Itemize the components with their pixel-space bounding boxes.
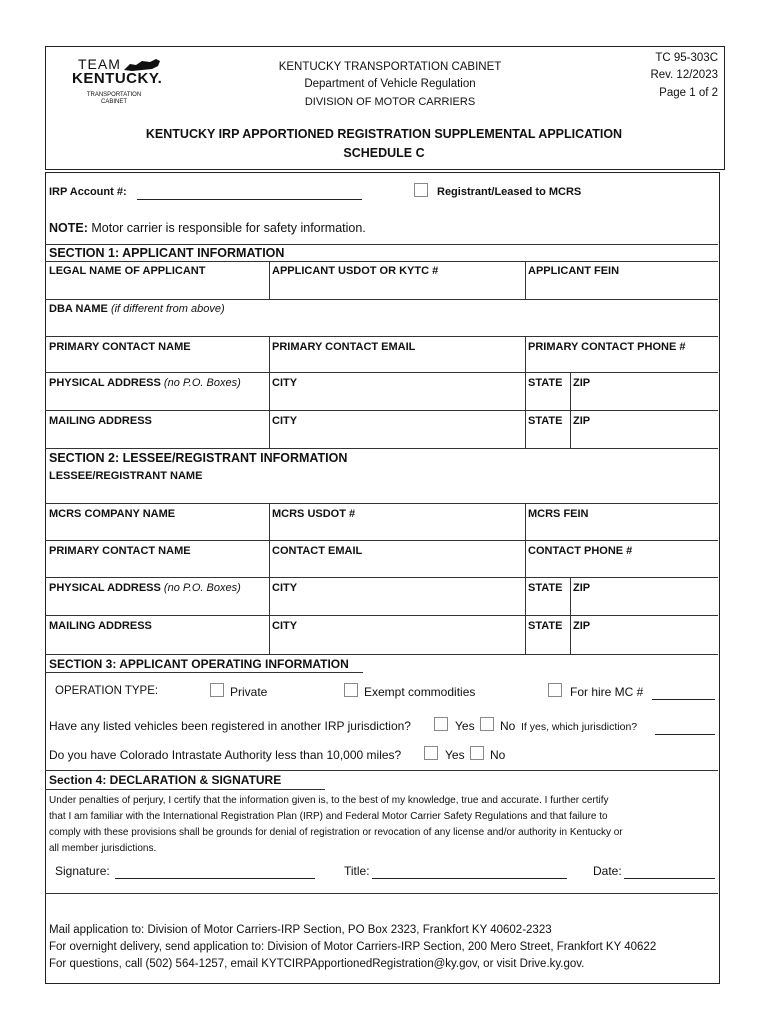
logo-kentucky-text: KENTUCKY.	[72, 70, 163, 87]
q2-yes-checkbox[interactable]	[424, 746, 438, 760]
lessee-name-label: LESSEE/REGISTRANT NAME	[49, 470, 203, 482]
page-number: Page 1 of 2	[659, 87, 718, 99]
mailing-address-label: MAILING ADDRESS	[49, 415, 152, 427]
s2-mailing-zip-label: ZIP	[573, 620, 591, 632]
safety-note	[49, 221, 366, 235]
mcrs-company-label: MCRS COMPANY NAME	[49, 508, 176, 520]
physical-address-label	[49, 377, 241, 389]
s2-physical-state-label: STATE	[528, 582, 563, 594]
s2-mailing-city-label: CITY	[272, 620, 298, 632]
q2-yes-label: Yes	[445, 748, 465, 762]
form-subtitle: SCHEDULE C	[343, 146, 425, 160]
mailing-city-label: CITY	[272, 415, 298, 427]
note-text: Motor carrier is responsible for safety information.	[87, 221, 366, 235]
s2-contact-email-label: CONTACT EMAIL	[272, 545, 363, 557]
note-label: NOTE:	[49, 221, 88, 235]
s2-contact-name-label: PRIMARY CONTACT NAME	[49, 545, 191, 557]
form-revision: Rev. 12/2023	[650, 69, 718, 81]
mcrs-fein-label: MCRS FEIN	[528, 508, 589, 520]
s2-physical-address-label	[49, 582, 241, 594]
s2-physical-city-label: CITY	[272, 582, 298, 594]
exempt-commodities-checkbox[interactable]	[344, 683, 358, 697]
private-label: Private	[230, 685, 268, 699]
section2-title: SECTION 2: LESSEE/REGISTRANT INFORMATION	[49, 451, 348, 465]
q1-no-checkbox[interactable]	[480, 717, 494, 731]
team-kentucky-logo	[70, 56, 170, 108]
title-input[interactable]	[372, 878, 567, 879]
fein-label: APPLICANT FEIN	[528, 265, 620, 277]
logo-cabinet-text: TRANSPORTATION CABINET	[86, 92, 142, 105]
q1-yes-label: Yes	[455, 719, 475, 733]
physical-zip-label: ZIP	[573, 377, 591, 389]
mcrs-usdot-label: MCRS USDOT #	[272, 508, 356, 520]
s2-contact-phone-label: CONTACT PHONE #	[528, 545, 633, 557]
division-name: DIVISION OF MOTOR CARRIERS	[304, 96, 476, 108]
footer-overnight-line: For overnight delivery, send application to: Division of Motor Carriers-IRP Section, 200 Mero Street, Frankfort KY 40622	[49, 941, 657, 953]
declaration-line-1: Under penalties of perjury, I certify that the information given is, to the best of my knowledge, true and accurate. I further certify	[49, 795, 609, 806]
section1-title: SECTION 1: APPLICANT INFORMATION	[49, 246, 285, 260]
s2-mailing-state-label: STATE	[528, 620, 563, 632]
physical-state-label: STATE	[528, 377, 563, 389]
mailing-state-label: STATE	[528, 415, 563, 427]
operation-type-label: OPERATION TYPE:	[55, 685, 159, 697]
colorado-authority-question: Do you have Colorado Intrastate Authority less than 10,000 miles?	[49, 748, 402, 762]
footer-questions-line: For questions, call (502) 564-1257, email KYTCIRPApportionedRegistration@ky.gov, or visit Drive.ky.gov.	[49, 958, 585, 970]
physical-note: (no P.O. Boxes)	[163, 377, 241, 389]
irp-account-label: IRP Account #:	[49, 186, 127, 198]
declaration-line-4: all member jurisdictions.	[49, 843, 157, 854]
irp-jurisdiction-question: Have any listed vehicles been registered in another IRP jurisdiction?	[49, 719, 411, 733]
registrant-leased-checkbox[interactable]	[414, 183, 428, 197]
declaration-line-3: comply with these provisions shall be grounds for denial of registration or revocation of any license and/or authority in Kentucky or	[49, 827, 623, 838]
irp-account-input[interactable]	[137, 199, 362, 200]
dba-label-text: DBA NAME	[49, 303, 108, 315]
section3-title: SECTION 3: APPLICANT OPERATING INFORMATION	[49, 657, 349, 671]
mc-number-input[interactable]	[652, 699, 715, 700]
contact-email-label: PRIMARY CONTACT EMAIL	[272, 341, 416, 353]
physical-label-text: PHYSICAL ADDRESS	[49, 377, 161, 389]
form-number: TC 95-303C	[655, 52, 718, 64]
registrant-leased-label: Registrant/Leased to MCRS	[437, 186, 582, 198]
main-form-box	[45, 172, 720, 984]
dba-note: (if different from above)	[110, 303, 225, 315]
department-name: Department of Vehicle Regulation	[304, 78, 476, 90]
for-hire-checkbox[interactable]	[548, 683, 562, 697]
physical-city-label: CITY	[272, 377, 298, 389]
agency-name: KENTUCKY TRANSPORTATION CABINET	[278, 61, 502, 73]
footer-instructions	[49, 922, 656, 973]
q2-no-label: No	[490, 748, 506, 762]
dba-name-label	[49, 303, 225, 315]
title-label: Title:	[344, 864, 370, 878]
q1-no-label: No	[500, 719, 516, 733]
form-title: KENTUCKY IRP APPORTIONED REGISTRATION SUPPLEMENTAL APPLICATION	[145, 127, 623, 141]
s2-mailing-address-label: MAILING ADDRESS	[49, 620, 152, 632]
private-checkbox[interactable]	[210, 683, 224, 697]
exempt-commodities-label: Exempt commodities	[364, 685, 476, 699]
declaration-line-2: that I am familiar with the International Registration Plan (IRP) and Federal Motor Carrier Safety Regulations and that failure to	[49, 811, 608, 822]
signature-input[interactable]	[115, 878, 315, 879]
logo-team-text: TEAM	[78, 56, 121, 72]
s2-physical-zip-label: ZIP	[573, 582, 591, 594]
declaration-text	[49, 793, 623, 857]
date-input[interactable]	[624, 878, 715, 879]
q1-yes-checkbox[interactable]	[434, 717, 448, 731]
usdot-label: APPLICANT USDOT OR KYTC #	[272, 265, 439, 277]
signature-label: Signature:	[55, 864, 110, 878]
q2-no-checkbox[interactable]	[470, 746, 484, 760]
s2-physical-label-text: PHYSICAL ADDRESS	[49, 582, 161, 594]
section4-title: Section 4: DECLARATION & SIGNATURE	[49, 773, 282, 787]
contact-name-label: PRIMARY CONTACT NAME	[49, 341, 191, 353]
date-label: Date:	[593, 864, 622, 878]
contact-phone-label: PRIMARY CONTACT PHONE #	[528, 341, 686, 353]
legal-name-label: LEGAL NAME OF APPLICANT	[49, 265, 206, 277]
for-hire-label: For hire MC #	[570, 685, 644, 699]
jurisdiction-followup-label: If yes, which jurisdiction?	[521, 721, 638, 733]
mailing-zip-label: ZIP	[573, 415, 591, 427]
jurisdiction-input[interactable]	[655, 734, 715, 735]
footer-mail-line: Mail application to: Division of Motor Carriers-IRP Section, PO Box 2323, Frankfort KY 40602-2323	[49, 924, 552, 936]
s2-physical-note: (no P.O. Boxes)	[163, 582, 241, 594]
